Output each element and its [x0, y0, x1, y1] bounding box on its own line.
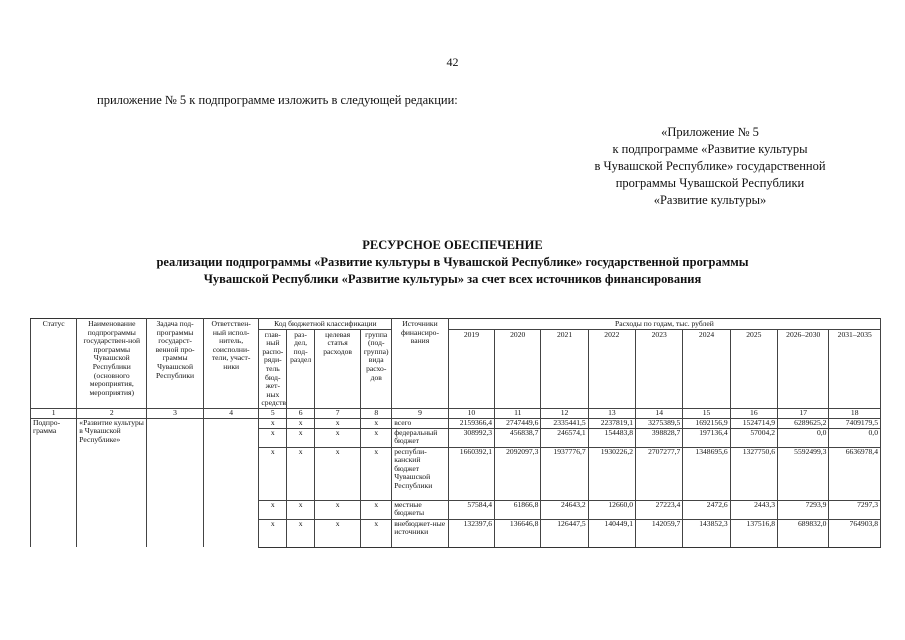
cell-mark: x: [314, 519, 360, 547]
cell-value: 1660392,1: [448, 447, 494, 500]
header-row: [31, 319, 881, 330]
cell-value: 764903,8: [829, 519, 881, 547]
cell-mark: x: [314, 428, 360, 447]
cell-mark: x: [361, 447, 392, 500]
appendix-heading: [570, 124, 850, 209]
header-year: 2023: [636, 329, 683, 349]
cell-mark: x: [361, 428, 392, 447]
cell-mark: x: [259, 500, 287, 519]
header-year: 2031–2035: [829, 329, 881, 349]
cell-value: 6636978,4: [829, 447, 881, 500]
cell-mark: x: [259, 418, 287, 428]
cell-mark: x: [361, 500, 392, 519]
cell-value: 132397,6: [448, 519, 494, 547]
header-responsible: Ответствен-ный испол-нитель, соисполни-тели, участ-ники: [203, 319, 259, 409]
column-number: 15: [683, 408, 730, 418]
cell-value: 126447,5: [541, 519, 588, 547]
cell-value: 1692156,9: [683, 418, 730, 428]
header-year: 2021: [541, 329, 588, 349]
column-number: 3: [147, 408, 204, 418]
header-year: 2026–2030: [778, 329, 829, 349]
cell-value: 456838,7: [495, 428, 541, 447]
column-number: 10: [448, 408, 494, 418]
header-section: раз-дел, под-раздел: [287, 329, 315, 408]
cell-value: 0,0: [778, 428, 829, 447]
row-name: «Развитие культуры в Чувашской Республике»: [77, 418, 147, 547]
header-status: Статус: [31, 319, 77, 409]
header-task: Задача под-программы государст-венной про-граммы Чувашской Республики: [147, 319, 204, 409]
cell-value: 24643,2: [541, 500, 588, 519]
cell-value: 246574,1: [541, 428, 588, 447]
row-status: Подпро-грамма: [31, 418, 77, 547]
column-number: 6: [287, 408, 315, 418]
appendix-line: «Развитие культуры»: [653, 193, 767, 207]
header-year: 2022: [588, 329, 635, 349]
row-responsible: [203, 418, 259, 547]
column-number: 8: [361, 408, 392, 418]
cell-value: 57584,4: [448, 500, 494, 519]
cell-mark: x: [287, 428, 315, 447]
table-row: [31, 418, 881, 428]
cell-mark: x: [259, 428, 287, 447]
header-sources: Источники финансиро-вания: [392, 319, 449, 409]
cell-value: 136646,8: [495, 519, 541, 547]
cell-value: 6289625,2: [778, 418, 829, 428]
cell-value: 12660,0: [588, 500, 635, 519]
cell-source: федеральный бюджет: [392, 428, 449, 447]
cell-value: 7293,9: [778, 500, 829, 519]
column-number: 1: [31, 408, 77, 418]
cell-value: 7409179,5: [829, 418, 881, 428]
header-main-manager: глав-ный распо-ряди-тель бюд-жет-ных средств: [259, 329, 287, 408]
cell-value: 689832,0: [778, 519, 829, 547]
cell-mark: x: [314, 418, 360, 428]
cell-mark: x: [314, 500, 360, 519]
column-number: 5: [259, 408, 287, 418]
cell-mark: x: [259, 447, 287, 500]
cell-value: 3275389,5: [636, 418, 683, 428]
cell-value: 2092097,3: [495, 447, 541, 500]
header-year: 2025: [730, 329, 777, 349]
cell-value: 27223,4: [636, 500, 683, 519]
cell-value: 1937776,7: [541, 447, 588, 500]
intro-text: приложение № 5 к подпрограмме изложить в следующей редакции:: [97, 93, 458, 107]
cell-source: республи-канский бюджет Чувашской Республики: [392, 447, 449, 500]
row-task: [147, 418, 204, 547]
resource-table: [30, 318, 881, 548]
cell-value: 2159366,4: [448, 418, 494, 428]
cell-mark: x: [259, 519, 287, 547]
column-number: 17: [778, 408, 829, 418]
page-number: 42: [446, 55, 459, 69]
appendix-line: в Чувашской Республике» государственной: [594, 159, 826, 173]
cell-value: 2472,6: [683, 500, 730, 519]
cell-value: 398828,7: [636, 428, 683, 447]
cell-source: всего: [392, 418, 449, 428]
column-number: 9: [392, 408, 449, 418]
cell-mark: x: [287, 447, 315, 500]
cell-value: 2747449,6: [495, 418, 541, 428]
cell-value: 154483,8: [588, 428, 635, 447]
cell-value: 1930226,2: [588, 447, 635, 500]
cell-value: 2443,3: [730, 500, 777, 519]
document-title: [0, 237, 905, 288]
cell-value: 7297,3: [829, 500, 881, 519]
cell-source: местные бюджеты: [392, 500, 449, 519]
column-number: 14: [636, 408, 683, 418]
cell-value: 142059,7: [636, 519, 683, 547]
cell-value: 197136,4: [683, 428, 730, 447]
cell-value: 140449,1: [588, 519, 635, 547]
cell-value: 61866,8: [495, 500, 541, 519]
column-number: 18: [829, 408, 881, 418]
cell-mark: x: [314, 447, 360, 500]
column-number: 11: [495, 408, 541, 418]
cell-value: 1524714,9: [730, 418, 777, 428]
cell-value: 2335441,5: [541, 418, 588, 428]
title-line: РЕСУРСНОЕ ОБЕСПЕЧЕНИЕ: [362, 238, 543, 252]
column-number: 4: [203, 408, 259, 418]
cell-mark: x: [287, 418, 315, 428]
header-budget-code: Код бюджетной классификации: [259, 319, 392, 330]
cell-value: 0,0: [829, 428, 881, 447]
column-number: 2: [77, 408, 147, 418]
column-number: 7: [314, 408, 360, 418]
cell-source: внебюджет-ные источники: [392, 519, 449, 547]
header-name: Наименование подпрограммы государствен-ной программы Чувашской Республики (основного мероприятия, мероприятия): [77, 319, 147, 409]
cell-value: 5592499,3: [778, 447, 829, 500]
cell-mark: x: [287, 519, 315, 547]
cell-value: 2707277,7: [636, 447, 683, 500]
cell-value: 137516,8: [730, 519, 777, 547]
header-expenses: Расходы по годам, тыс. рублей: [448, 319, 880, 330]
title-line: реализации подпрограммы «Развитие культуры в Чувашской Республике» государственной программы: [156, 255, 749, 269]
cell-value: 1327750,6: [730, 447, 777, 500]
header-year: 2020: [495, 329, 541, 349]
cell-mark: x: [361, 418, 392, 428]
cell-value: 143852,3: [683, 519, 730, 547]
header-group: группа (под-группа) вида расхо-дов: [361, 329, 392, 408]
header-year: 2019: [448, 329, 494, 349]
appendix-line: к подпрограмме «Развитие культуры: [612, 142, 808, 156]
cell-value: 57004,2: [730, 428, 777, 447]
header-target: целевая статья расходов: [314, 329, 360, 408]
cell-value: 2237819,1: [588, 418, 635, 428]
title-line: Чувашской Республики «Развитие культуры» за счет всех источников финансирования: [203, 272, 702, 286]
column-number: 12: [541, 408, 588, 418]
column-number: 13: [588, 408, 635, 418]
column-number-row: [31, 408, 881, 418]
column-number: 16: [730, 408, 777, 418]
cell-value: 1348695,6: [683, 447, 730, 500]
cell-mark: x: [361, 519, 392, 547]
header-year: 2024: [683, 329, 730, 349]
appendix-line: «Приложение № 5: [661, 125, 759, 139]
cell-mark: x: [287, 500, 315, 519]
cell-value: 308992,3: [448, 428, 494, 447]
appendix-line: программы Чувашской Республики: [615, 176, 805, 190]
